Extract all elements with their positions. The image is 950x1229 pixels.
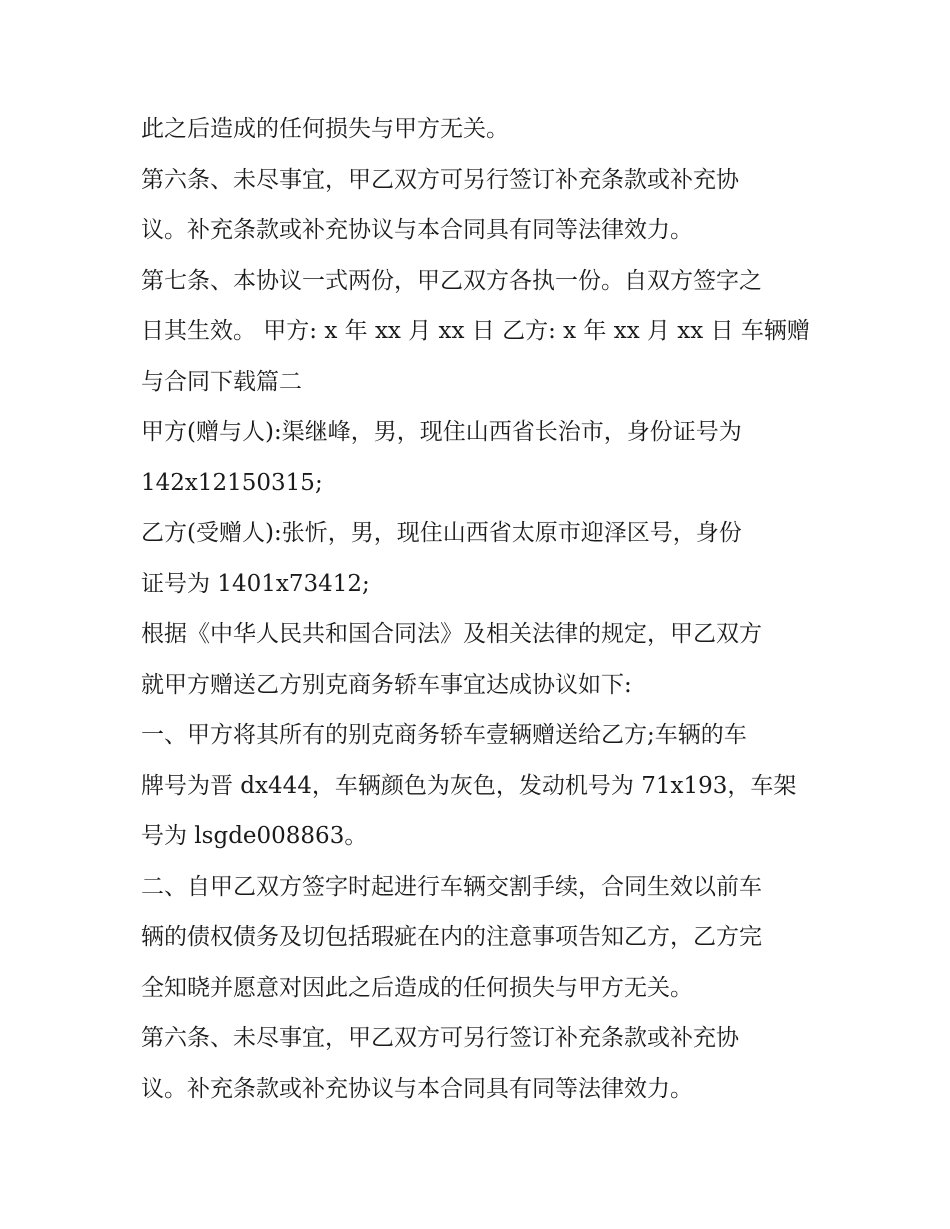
text-line: 此之后造成的任何损失与甲方无关。 [141, 116, 509, 142]
text-line: 一、甲方将其所有的别克商务轿车壹辆赠送给乙方;车辆的车 [141, 722, 747, 748]
text-line: 根据《中华人民共和国合同法》及相关法律的规定，甲乙双方 [141, 621, 762, 647]
text-line: 议。补充条款或补充协议与本合同具有同等法律效力。 [141, 217, 693, 243]
text-line: 乙方(受赠人):张忻，男，现住山西省太原市迎泽区号，身份 [141, 520, 742, 546]
text-line: 牌号为晋 dx444，车辆颜色为灰色，发动机号为 71x193，车架 [141, 772, 797, 799]
text-line: 全知晓并愿意对因此之后造成的任何损失与甲方无关。 [141, 974, 693, 1001]
text-line: 与合同下载篇二 [141, 368, 302, 395]
text-line: 第六条、未尽事宜，甲乙双方可另行签订补充条款或补充协 [141, 1025, 739, 1051]
text-line: 议。补充条款或补充协议与本合同具有同等法律效力。 [141, 1075, 693, 1102]
text-line: 就甲方赠送乙方别克商务轿车事宜达成协议如下: [141, 671, 632, 698]
document-body [141, 104, 821, 1114]
text-line: 号为 lsgde008863。 [141, 823, 368, 849]
text-line: 证号为 1401x73412; [141, 570, 370, 597]
text-line: 辆的债权债务及切包括瑕疵在内的注意事项告知乙方，乙方完 [141, 924, 762, 950]
text-line: 日其生效。 甲方: x 年 xx 月 xx 日 乙方: x 年 xx 月 xx 日 车辆赠 [141, 318, 810, 344]
text-line: 第六条、未尽事宜，甲乙双方可另行签订补充条款或补充协 [141, 166, 739, 193]
text-line: 甲方(赠与人):渠继峰，男，现住山西省长治市，身份证号为 [141, 419, 742, 445]
text-line: 142x12150315; [141, 469, 323, 496]
text-line: 二、自甲乙双方签字时起进行车辆交割手续，合同生效以前车 [141, 873, 762, 900]
text-line: 第七条、本协议一式两份，甲乙双方各执一份。自双方签字之 [141, 267, 762, 294]
